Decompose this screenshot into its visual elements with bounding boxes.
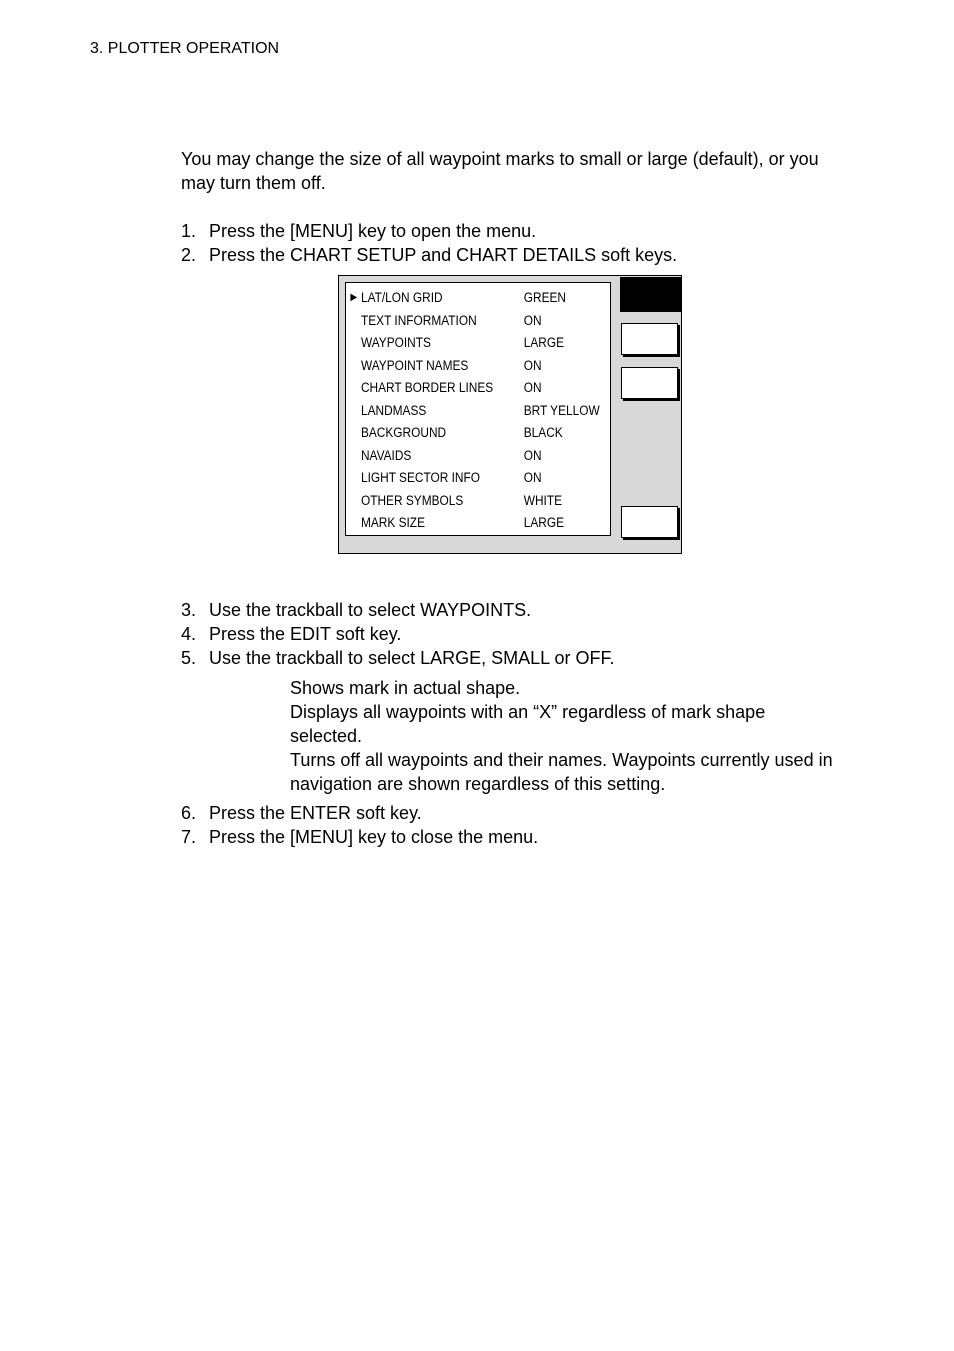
menu-row-value: WHITE — [523, 492, 563, 508]
step-2 — [181, 243, 677, 267]
step-text: Use the trackball to select LARGE, SMALL or OFF. — [209, 648, 615, 668]
menu-row-value: BLACK — [523, 425, 563, 440]
menu-row-other-symbols[interactable] — [346, 490, 578, 512]
step-number: 7. — [181, 827, 197, 847]
description-large: Shows mark in actual shape. — [290, 678, 521, 698]
option-descriptions — [290, 676, 835, 796]
menu-row-value: BRT YELLOW — [523, 402, 600, 418]
menu-row-label: BACKGROUND — [360, 425, 447, 440]
step-3 — [181, 598, 614, 622]
intro-paragraph: You may change the size of all waypoint marks to small or large (default), or you may turn them off. — [181, 149, 819, 193]
soft-key-1[interactable] — [621, 323, 678, 355]
menu-row-landmass[interactable] — [346, 400, 600, 422]
step-6 — [181, 801, 538, 825]
step-number: 1. — [181, 221, 197, 241]
steps-list-3 — [181, 801, 538, 849]
menu-row-label: WAYPOINTS — [360, 335, 431, 350]
menu-row-label: TEXT INFORMATION — [360, 312, 477, 328]
menu-row-value: GREEN — [523, 290, 567, 305]
menu-row-waypoint-names[interactable] — [346, 355, 578, 377]
description-small: Displays all waypoints with an “X” regardless of mark shape selected. — [290, 702, 766, 746]
step-number: 4. — [181, 624, 197, 644]
step-number: 2. — [181, 245, 197, 265]
menu-row-text-information[interactable] — [346, 310, 578, 332]
menu-row-label: NAVAIDS — [360, 447, 412, 463]
menu-row-value: LARGE — [523, 335, 565, 350]
step-text: Press the ENTER soft key. — [209, 803, 422, 823]
step-1 — [181, 219, 677, 243]
step-text: Use the trackball to select WAYPOINTS. — [209, 600, 532, 620]
menu-row-label: LAT/LON GRID — [360, 290, 443, 305]
chart-details-screen — [338, 275, 682, 554]
menu-row-label: MARK SIZE — [360, 515, 425, 530]
chart-details-menu — [345, 282, 611, 536]
menu-row-mark-size[interactable] — [346, 512, 578, 534]
menu-row-label: OTHER SYMBOLS — [360, 492, 464, 508]
menu-row-value: ON — [523, 470, 542, 485]
steps-list-1 — [181, 219, 677, 267]
menu-row-label: LANDMASS — [360, 402, 427, 418]
menu-row-lat-lon-grid[interactable] — [346, 287, 578, 309]
description-off: Turns off all waypoints and their names. Waypoints currently used in navigation are shown regardless of this setting. — [290, 750, 833, 794]
soft-key-3[interactable] — [621, 506, 678, 538]
page-header: 3. PLOTTER OPERATION — [90, 40, 280, 57]
menu-row-label: WAYPOINT NAMES — [360, 357, 469, 373]
step-text: Press the [MENU] key to open the menu. — [209, 221, 537, 241]
step-5 — [181, 646, 614, 670]
step-text: Press the [MENU] key to close the menu. — [209, 827, 539, 847]
menu-row-chart-border-lines[interactable] — [346, 377, 578, 399]
step-number: 3. — [181, 600, 197, 620]
menu-row-navaids[interactable] — [346, 445, 578, 467]
menu-row-label: CHART BORDER LINES — [360, 380, 494, 395]
step-4 — [181, 622, 614, 646]
step-number: 6. — [181, 803, 197, 823]
menu-row-value: ON — [523, 357, 542, 373]
menu-row-value: ON — [523, 380, 542, 395]
cursor-arrow-icon: ▶ — [350, 292, 358, 303]
menu-row-light-sector-info[interactable] — [346, 467, 578, 489]
menu-row-background[interactable] — [346, 422, 578, 444]
menu-row-value: LARGE — [523, 515, 565, 530]
soft-key-2[interactable] — [621, 367, 678, 399]
menu-row-value: ON — [523, 447, 542, 463]
step-text: Press the CHART SETUP and CHART DETAILS soft keys. — [209, 245, 678, 265]
menu-row-label: LIGHT SECTOR INFO — [360, 470, 481, 485]
step-7 — [181, 825, 538, 849]
softkey-title-bar — [620, 277, 682, 312]
step-number: 5. — [181, 648, 197, 668]
menu-row-value: ON — [523, 312, 542, 328]
menu-row-waypoints[interactable] — [346, 332, 578, 354]
steps-list-2 — [181, 598, 614, 670]
step-text: Press the EDIT soft key. — [209, 624, 402, 644]
